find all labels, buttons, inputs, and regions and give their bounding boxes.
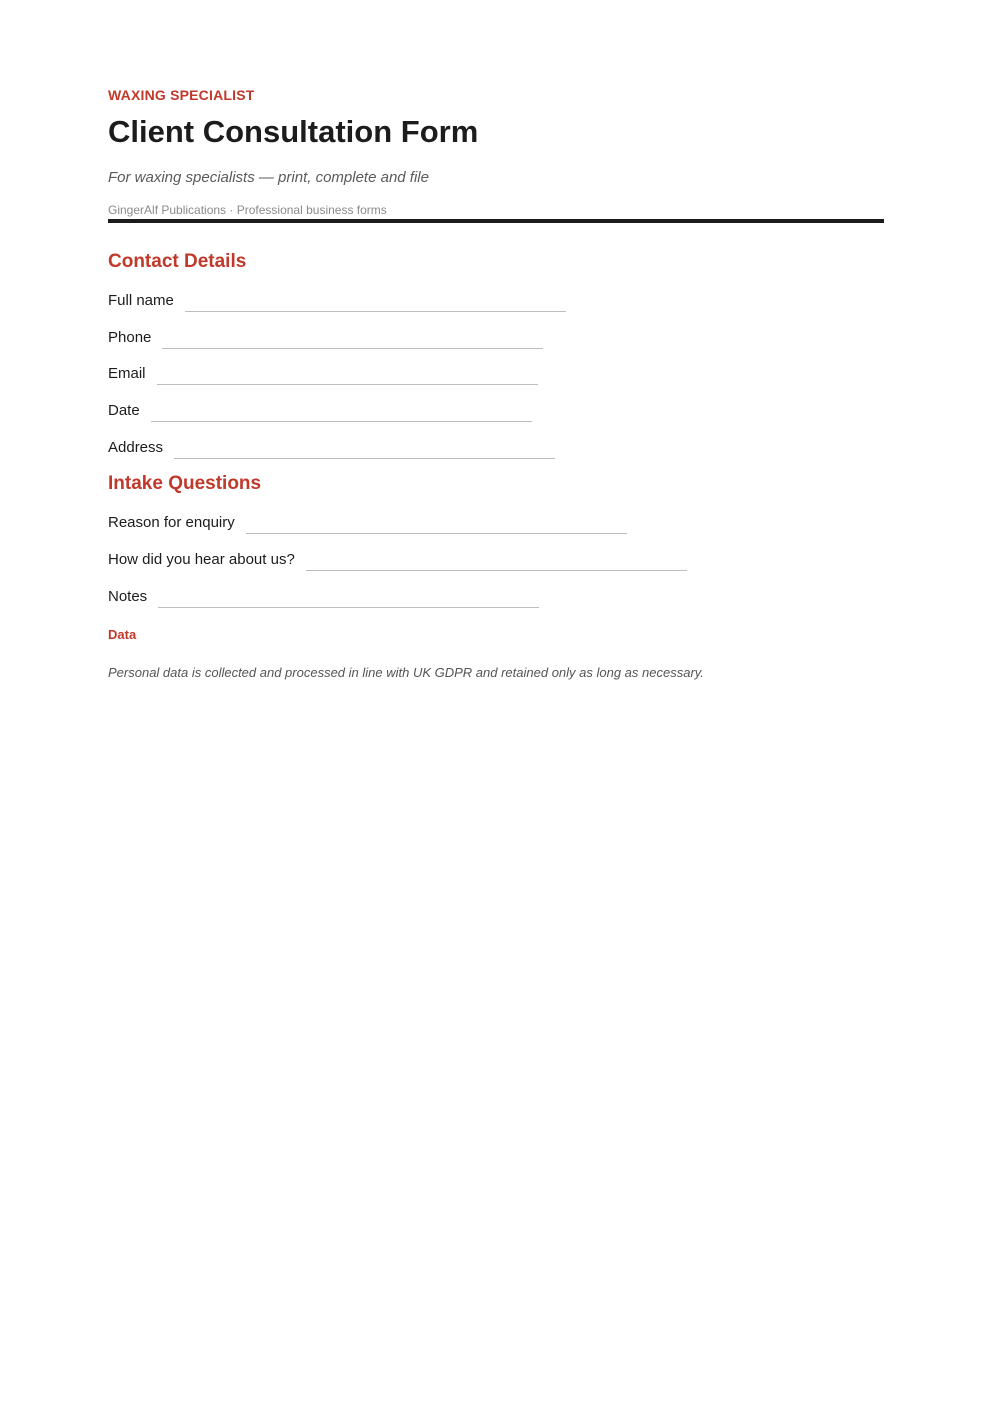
field-label: Phone xyxy=(108,329,152,346)
field-phone xyxy=(108,325,543,347)
section-heading-intake-questions: Intake Questions xyxy=(108,473,262,494)
field-full-name xyxy=(108,288,566,310)
field-address xyxy=(108,435,555,457)
field-label: Date xyxy=(108,402,140,419)
field-label: Full name xyxy=(108,292,174,309)
page-title: Client Consultation Form xyxy=(108,114,479,149)
data-notice-heading: Data xyxy=(108,627,137,642)
field-label: How did you hear about us? xyxy=(108,551,295,568)
notes-input-line[interactable] xyxy=(158,607,539,608)
header-divider xyxy=(108,219,884,223)
data-notice-text: Personal data is collected and processed in line with UK GDPR and retained only as long as necessary. xyxy=(108,665,704,680)
field-label: Notes xyxy=(108,588,148,605)
field-email xyxy=(108,361,538,383)
email-input-line[interactable] xyxy=(157,384,538,385)
referral-source-input-line[interactable] xyxy=(306,570,687,571)
field-notes xyxy=(108,584,539,606)
field-how-did-you-hear xyxy=(108,547,687,569)
phone-input-line[interactable] xyxy=(162,348,543,349)
field-label: Email xyxy=(108,365,146,382)
reason-input-line[interactable] xyxy=(246,533,627,534)
field-date xyxy=(108,398,532,420)
section-heading-contact-details: Contact Details xyxy=(108,251,247,272)
field-label: Reason for enquiry xyxy=(108,514,235,531)
page-subtitle: For waxing specialists — print, complete and file xyxy=(108,169,429,186)
address-input-line[interactable] xyxy=(174,458,555,459)
field-label: Address xyxy=(108,439,164,456)
form-category-label: WAXING SPECIALIST xyxy=(108,87,255,103)
field-reason-for-enquiry xyxy=(108,510,627,532)
date-input-line[interactable] xyxy=(151,421,532,422)
publisher-line: GingerAlf Publications · Professional business forms xyxy=(108,203,387,217)
full-name-input-line[interactable] xyxy=(185,311,566,312)
